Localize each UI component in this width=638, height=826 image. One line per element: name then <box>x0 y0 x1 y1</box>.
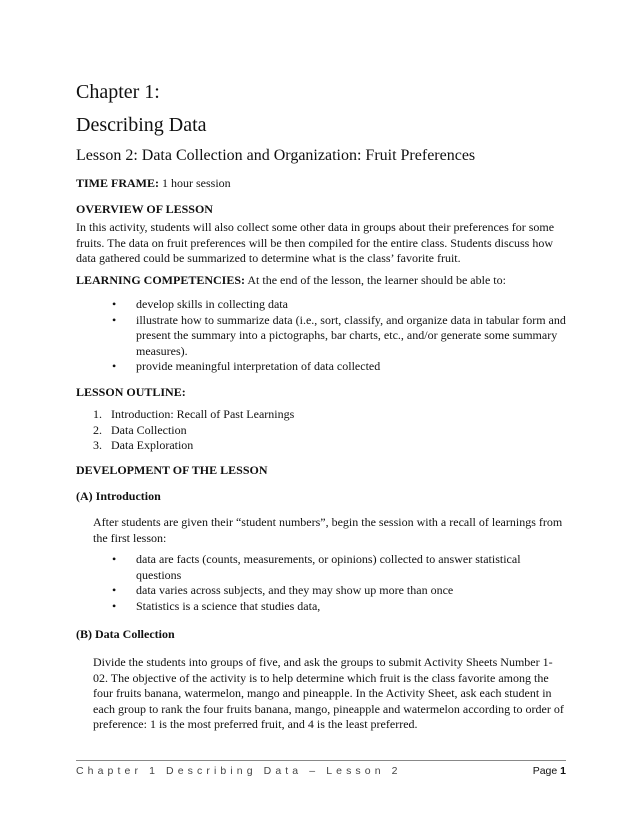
competencies-list <box>112 297 567 375</box>
item-text: Introduction: Recall of Past Learnings <box>111 407 295 421</box>
page-label: Page <box>532 765 561 777</box>
list-item <box>93 423 563 439</box>
lesson-title: Lesson 2: Data Collection and Organization: Fruit Preferences <box>76 147 476 164</box>
development-heading: DEVELOPMENT OF THE LESSON <box>76 463 268 477</box>
item-number: 2. <box>93 422 102 437</box>
item-text: Data Collection <box>111 422 187 437</box>
item-text: Data Exploration <box>111 438 194 452</box>
footer-title: Chapter 1 Describing Data – Lesson 2 <box>76 765 402 777</box>
time-frame-value: 1 hour session <box>159 176 231 190</box>
page-number: 1 <box>560 765 566 777</box>
competencies-intro: At the end of the lesson, the learner should be able to: <box>245 273 506 287</box>
chapter-label: Chapter 1: <box>76 81 160 103</box>
overview-text: In this activity, students will also collect some other data in groups about their preferences for some fruits. The data on fruit preferences will be then compiled for the entire class. Students discuss how data gathered could be summarized to determine what is the class’ favorite fruit. <box>76 220 555 265</box>
outline-heading: LESSON OUTLINE: <box>76 385 186 399</box>
item-number: 1. <box>93 407 102 421</box>
competencies-label: LEARNING COMPETENCIES: <box>76 273 246 287</box>
list-item: • illustrate how to summarize data (i.e., sort, classify, and organize data in tabular form and present the summary into a pictographs, bar charts, etc., and/or generate some summary measures). <box>112 313 567 360</box>
time-frame-label: TIME FRAME: <box>76 176 159 190</box>
overview-heading: OVERVIEW OF LESSON <box>76 202 213 216</box>
list-item: • data varies across subjects, and they may show up more than once <box>112 583 567 599</box>
chapter-title: Describing Data <box>76 114 207 136</box>
page-footer <box>76 760 566 777</box>
outline-list <box>93 407 563 454</box>
introduction-text: After students are given their “student numbers”, begin the session with a recall of learnings from the first lesson: <box>93 515 563 545</box>
list-item: • Statistics is a science that studies data, <box>112 599 567 615</box>
list-item <box>93 438 563 454</box>
data-collection-text: Divide the students into groups of five, and ask the groups to submit Activity Sheets Number 1-02. The objective of the activity is to help determine which fruit is the class favorite among the four fruits banana, watermelon, mango and pineapple. In the Activity Sheet, ask each student in each group to rank the four fruits banana, mango, pineapple and watermelon according to order of preference: 1 is the most preferred fruit, and 4 is the least preferred. <box>93 655 564 731</box>
list-item: • develop skills in collecting data <box>112 297 567 313</box>
time-frame <box>76 176 566 192</box>
list-item: • provide meaningful interpretation of data collected <box>112 359 567 375</box>
introduction-list <box>112 552 567 614</box>
introduction-heading: (A) Introduction <box>76 489 161 503</box>
item-number: 3. <box>93 438 102 452</box>
competencies-line <box>76 273 566 289</box>
list-item <box>93 407 563 423</box>
data-collection-heading: (B) Data Collection <box>76 627 175 641</box>
list-item: • data are facts (counts, measurements, or opinions) collected to answer statistical questions <box>112 552 567 583</box>
page-number-label <box>533 765 566 777</box>
